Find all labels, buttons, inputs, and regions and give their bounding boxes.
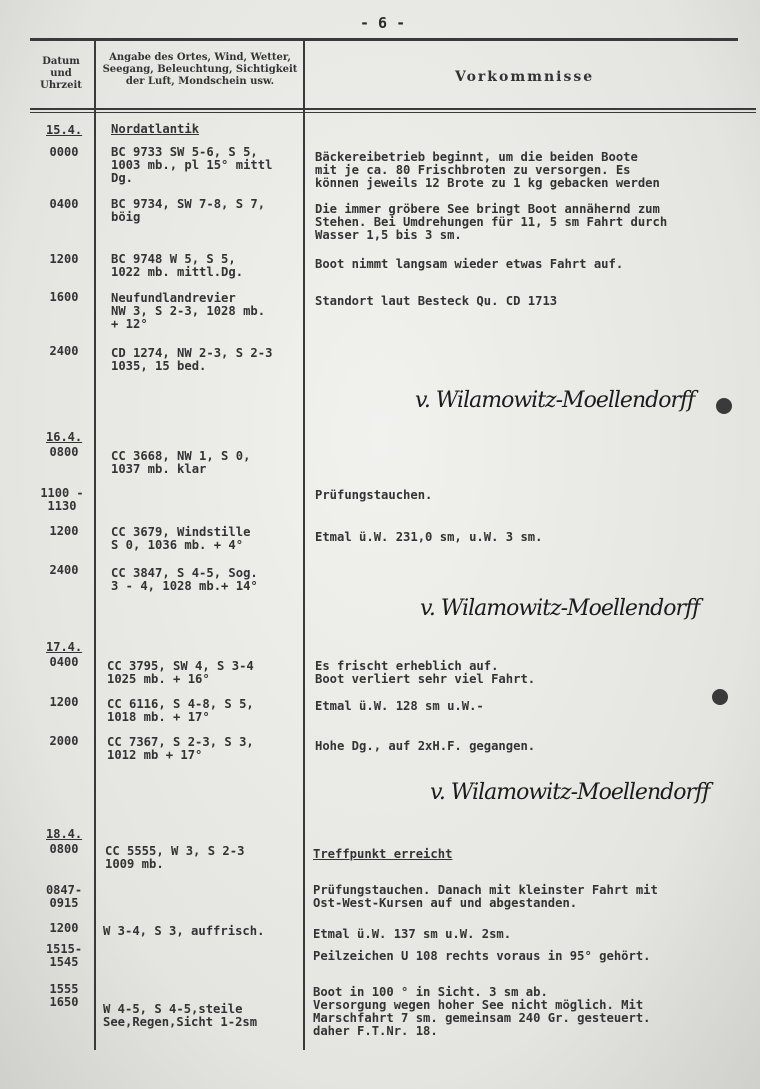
place-text: CC 5555, W 3, S 2-3 1009 mb. — [105, 844, 245, 871]
event-text: Etmal ü.W. 231,0 sm, u.W. 3 sm. — [315, 530, 543, 544]
punch-hole — [712, 689, 728, 705]
place-text: BC 9733 SW 5-6, S 5, 1003 mb., pl 15° mittl Dg. — [111, 145, 273, 185]
time-text: 0800 — [49, 842, 79, 856]
event-text: Treffpunkt erreicht — [313, 847, 453, 861]
place-text: BC 9748 W 5, S 5, 1022 mb. mittl.Dg. — [111, 252, 244, 279]
punch-hole — [716, 398, 732, 414]
column-divider-1 — [94, 40, 96, 1050]
event-text: Etmal ü.W. 128 sm u.W.- — [315, 699, 484, 713]
event-text: Prüfungstauchen. Danach mit kleinster Fahrt mit Ost-West-Kursen auf und abgestanden. — [313, 883, 658, 910]
signature: v. Wilamowitz-Moellendorff — [430, 780, 710, 805]
date-heading: 17.4. — [46, 640, 83, 654]
place-text: CC 7367, S 2-3, S 3, 1012 mb + 17° — [107, 735, 254, 762]
place-text: CC 3795, SW 4, S 3-4 1025 mb. + 16° — [107, 659, 254, 686]
event-text: Hohe Dg., auf 2xH.F. gegangen. — [315, 739, 536, 753]
place-text: W 4-5, S 4-5,steile See,Regen,Sicht 1-2sm — [103, 1002, 258, 1029]
time-text: 1100 - 1130 — [40, 486, 84, 513]
time-text: 1200 — [49, 695, 79, 709]
event-text: Etmal ü.W. 137 sm u.W. 2sm. — [313, 927, 512, 941]
time-text: 2400 — [49, 344, 79, 358]
time-text: 1200 — [49, 524, 79, 538]
event-text: Boot nimmt langsam wieder etwas Fahrt auf. — [315, 257, 624, 271]
header-date-column — [32, 56, 90, 92]
event-text: Es frischt erheblich auf. Boot verliert sehr viel Fahrt. — [315, 659, 536, 686]
signature: v. Wilamowitz-Moellendorff — [415, 388, 695, 413]
header-place-label: Angabe des Ortes, Wind, Wetter, Seegang, Beleuchtung, Sichtigkeit der Luft, Mondschein usw. — [102, 52, 298, 87]
date-heading: 18.4. — [46, 827, 83, 841]
column-divider-2 — [303, 40, 305, 1050]
page-number: - 6 - — [360, 14, 406, 32]
time-text: 2000 — [49, 734, 79, 748]
place-text: W 3-4, S 3, auffrisch. — [103, 924, 265, 938]
date-heading: 16.4. — [46, 430, 83, 444]
time-text: 1600 — [49, 290, 79, 304]
time-text: 0400 — [49, 197, 79, 211]
header-date-label: Datum und Uhrzeit — [40, 56, 82, 91]
time-text: 0000 — [49, 145, 79, 159]
top-rule — [30, 38, 738, 41]
place-text: Neufundlandrevier NW 3, S 2-3, 1028 mb. + 12° — [111, 291, 266, 331]
place-text: CC 3847, S 4-5, Sog. 3 - 4, 1028 mb.+ 14° — [111, 566, 258, 593]
time-text: 1555 1650 — [49, 982, 79, 1009]
time-text: 0847- 0915 — [45, 883, 83, 910]
event-text: Peilzeichen U 108 rechts voraus in 95° gehört. — [313, 949, 651, 963]
signature: v. Wilamowitz-Moellendorff — [420, 596, 700, 621]
event-text: Prüfungstauchen. — [315, 488, 433, 502]
place-text: CC 3679, Windstille S 0, 1036 mb. + 4° — [111, 525, 251, 552]
time-text: 0800 — [49, 445, 79, 459]
header-events-label: Vorkommnisse — [455, 69, 595, 85]
place-text: CD 1274, NW 2-3, S 2-3 1035, 15 bed. — [111, 346, 273, 373]
place-text: CC 6116, S 4-8, S 5, 1018 mb. + 17° — [107, 697, 254, 724]
header-place-column — [100, 52, 300, 88]
time-text: 0400 — [49, 655, 79, 669]
place-text: BC 9734, SW 7-8, S 7, böig — [111, 197, 266, 224]
time-text: 1200 — [49, 921, 79, 935]
date-heading: 15.4. — [46, 123, 83, 137]
time-text: 1515- 1545 — [45, 942, 83, 969]
time-text: 2400 — [49, 563, 79, 577]
event-text: Bäckereibetrieb beginnt, um die beiden Boote mit je ca. 80 Frischbroten zu versorgen. Es können jeweils 12 Brote zu 1 kg gebacken werden — [315, 150, 660, 190]
event-text: Boot in 100 ° in Sicht. 3 sm ab. Versorgung wegen hoher See nicht möglich. Mit Marschfahrt 7 sm. gemeinsam 240 Gr. gesteuert. daher F.T.Nr. 18. — [313, 985, 651, 1038]
place-text: CC 3668, NW 1, S 0, 1037 mb. klar — [111, 449, 251, 476]
place-text: Nordatlantik — [111, 122, 200, 136]
event-text: Die immer gröbere See bringt Boot annähernd zum Stehen. Bei Umdrehungen für 11, 5 sm Fahrt durch Wasser 1,5 bis 3 sm. — [315, 202, 668, 242]
header-bottom-rule — [30, 108, 756, 110]
header-double-rule — [30, 112, 756, 113]
event-text: Standort laut Besteck Qu. CD 1713 — [315, 294, 558, 308]
time-text: 1200 — [49, 252, 79, 266]
